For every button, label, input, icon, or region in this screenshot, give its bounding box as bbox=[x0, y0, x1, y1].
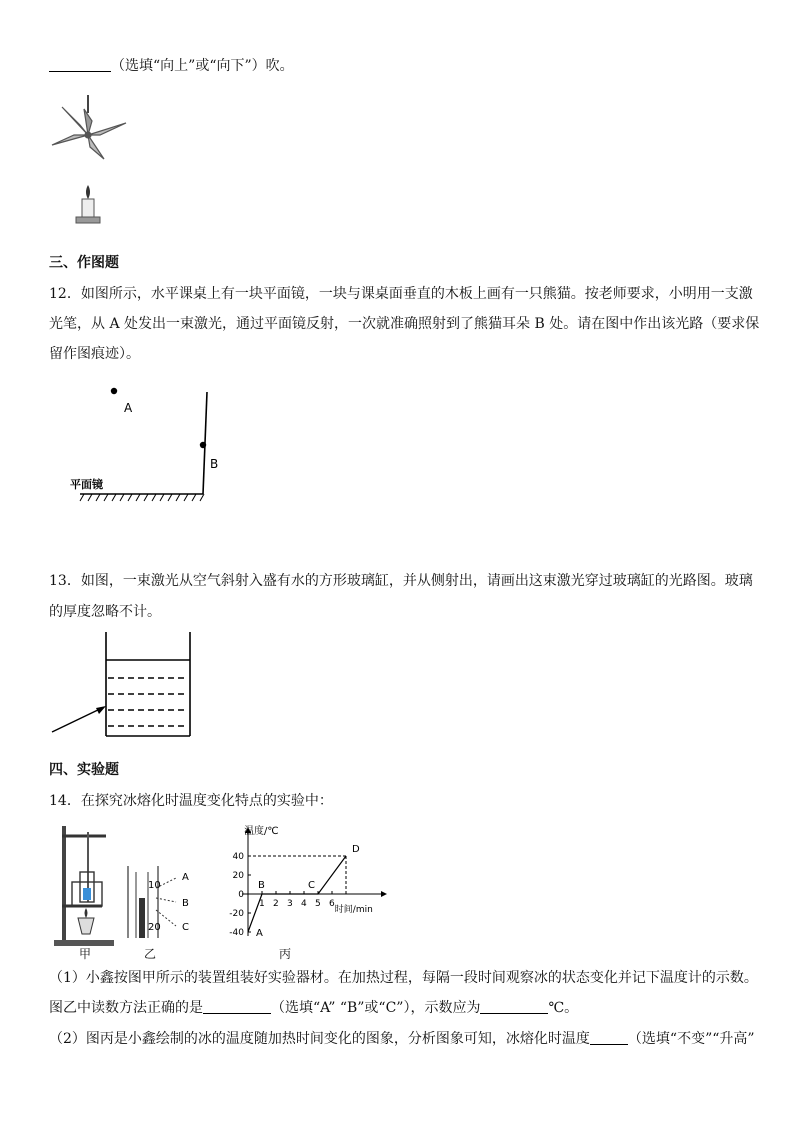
answer-blank[interactable] bbox=[203, 999, 271, 1014]
pinwheel bbox=[52, 107, 126, 159]
y-tick-label: -40 bbox=[229, 928, 244, 938]
x-axis-label: 时间/min bbox=[334, 905, 373, 915]
candle bbox=[76, 185, 100, 223]
stand-rod bbox=[62, 826, 66, 942]
q14-intro: 14．在探究冰熔化时温度变化特点的实验中： bbox=[49, 793, 333, 809]
q12-line3: 留作图痕迹）。 bbox=[49, 346, 140, 362]
y-tick-label: 20 bbox=[232, 871, 244, 881]
caption-yi: 乙 bbox=[144, 947, 157, 961]
q14-p2-line1 bbox=[49, 1029, 755, 1049]
mercury-column bbox=[139, 898, 145, 938]
section-title: 三、作图题 bbox=[49, 255, 119, 271]
ice-sample bbox=[83, 888, 91, 900]
x-tick-label: 2 bbox=[273, 899, 279, 909]
laser-arrowhead bbox=[96, 706, 106, 714]
answer-blank[interactable] bbox=[590, 1030, 628, 1045]
label-mirror: 平面镜 bbox=[70, 478, 103, 491]
label-b: B bbox=[210, 457, 219, 471]
q11-tail-text: （选填“向上”或“向下”）吹。 bbox=[111, 58, 294, 74]
q14-p1-line1: （1）小鑫按图甲所示的装置组装好实验器材。在加热过程，每隔一段时间观察冰的状态变化并记下温度计的示数。 bbox=[49, 970, 758, 986]
point-label: C bbox=[308, 880, 315, 891]
flame bbox=[85, 908, 88, 918]
y-axis-label: 温度/℃ bbox=[244, 826, 279, 837]
x-tick-label: 1 bbox=[259, 899, 265, 909]
section-title-experiment: 四、实验题 bbox=[49, 762, 119, 778]
q13-line1: 13．如图，一束激光从空气斜射入盛有水的方形玻璃缸，并从侧射出，请画出这束激光穿过玻璃缸的光路图。玻璃 bbox=[49, 573, 753, 589]
apparatus-jia-figure bbox=[50, 822, 118, 952]
thermometer-yi-figure bbox=[124, 862, 194, 942]
q12-line1: 12．如图所示，水平课桌上有一块平面镜，一块与课桌面垂直的木板上画有一只熊猫。按老师要求，小明用一支激 bbox=[49, 286, 753, 302]
point-label: D bbox=[352, 844, 360, 855]
water-lines bbox=[108, 678, 188, 726]
p1-text-a: 图乙中读数方法正确的是 bbox=[49, 1000, 203, 1016]
view-c: C bbox=[182, 922, 189, 933]
incident-laser bbox=[52, 708, 102, 732]
view-b: B bbox=[182, 898, 189, 909]
q12-line2: 光笔，从 A 处发出一束激光，通过平面镜反射，一次就准确照射到了熊猫耳朵 B 处。请在图中作出该光路（要求保 bbox=[49, 316, 760, 332]
x-tick-label: 4 bbox=[301, 899, 307, 909]
mirror-hatching bbox=[80, 494, 204, 501]
y-tick-label: 0 bbox=[238, 890, 244, 900]
tick-20: 20 bbox=[148, 922, 161, 933]
answer-blank[interactable] bbox=[480, 999, 548, 1014]
x-tick-label: 5 bbox=[315, 899, 321, 909]
point-label: B bbox=[258, 880, 265, 891]
fish-tank-figure bbox=[48, 628, 198, 740]
alcohol-lamp bbox=[78, 918, 94, 934]
temperature-time-chart bbox=[218, 822, 398, 947]
answer-blank[interactable] bbox=[49, 57, 111, 72]
p1-text-c: ℃。 bbox=[548, 1000, 579, 1016]
pinwheel-candle-figure bbox=[44, 95, 134, 235]
point-a bbox=[111, 388, 117, 394]
x-tick-label: 6 bbox=[329, 899, 335, 909]
point-label: A bbox=[256, 928, 263, 939]
label-a: A bbox=[124, 401, 133, 415]
caption-jia: 甲 bbox=[79, 947, 92, 961]
q13-line2: 的厚度忽略不计。 bbox=[49, 604, 161, 620]
y-tick-label: -20 bbox=[229, 909, 244, 919]
p2-text-a: （2）图丙是小鑫绘制的冰的温度随加热时间变化的图象，分析图象可知，冰熔化时温度 bbox=[49, 1031, 590, 1047]
x-tick-label: 3 bbox=[287, 899, 293, 909]
q14-p1-line2 bbox=[49, 998, 578, 1018]
view-a: A bbox=[182, 872, 189, 883]
p1-text-b: （选填“A” “B”或“C”），示数应为 bbox=[271, 1000, 481, 1016]
q11-tail-line bbox=[49, 56, 294, 76]
p2-text-b: （选填“不变”“升高” bbox=[627, 1031, 755, 1047]
y-tick-label: 40 bbox=[232, 852, 244, 862]
mirror-panda-figure bbox=[62, 380, 232, 510]
tick-10: 10 bbox=[148, 880, 161, 891]
point-b bbox=[200, 442, 206, 448]
caption-bing: 丙 bbox=[279, 947, 292, 961]
